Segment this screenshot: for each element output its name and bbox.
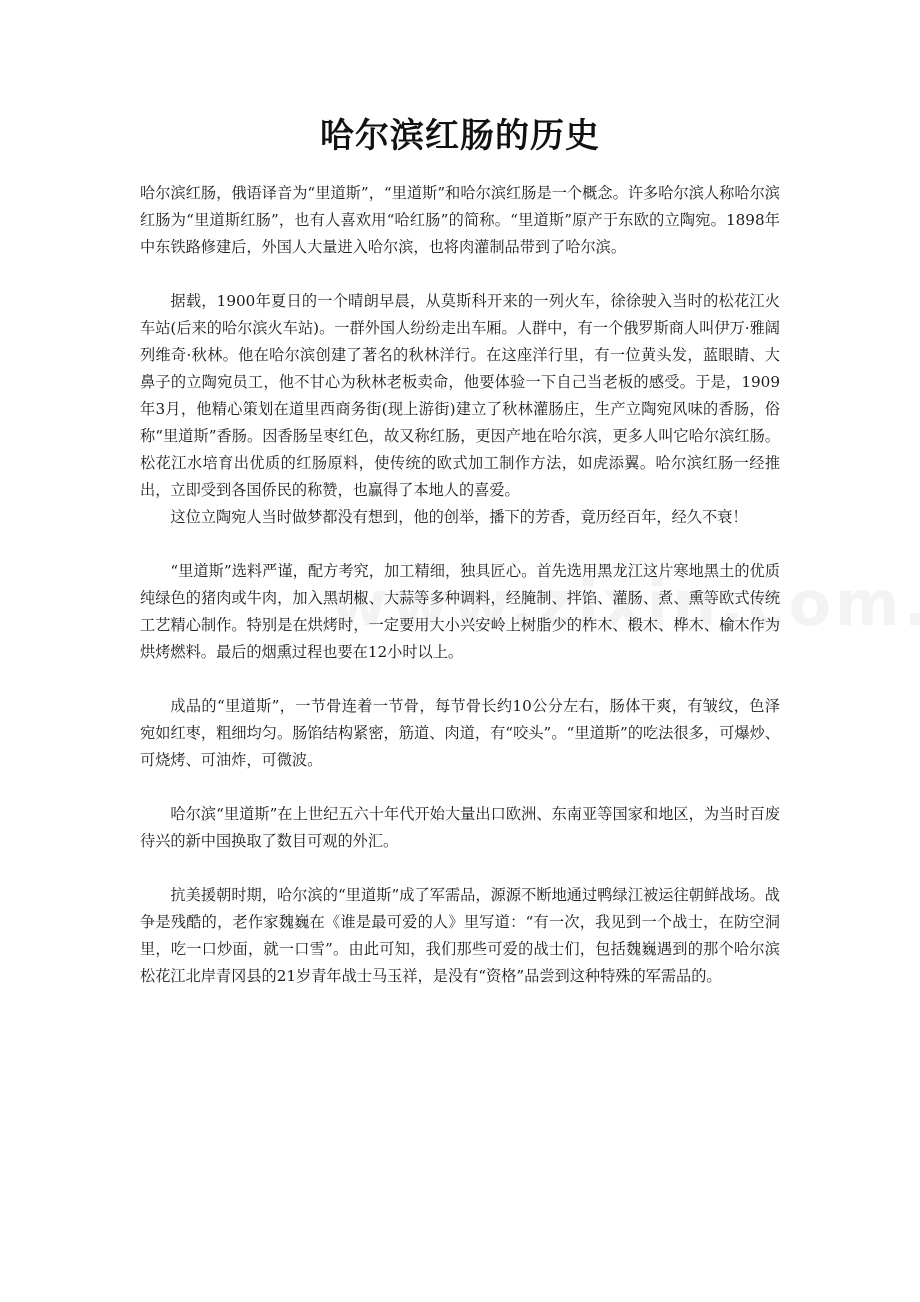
paragraph-history: 据载，1900年夏日的一个晴朗早晨，从莫斯科开来的一列火车，徐徐驶入当时的松花江火车站(后来的哈尔滨火车站)。一群外国人纷纷走出车厢。人群中，有一个俄罗斯商人叫伊万·雅阔列维奇·秋林。他在哈尔滨创建了著名的秋林洋行。在这座洋行里，有一位黄头发，蓝眼睛、大鼻子的立陶宛员工，他不甘心为秋林老板卖命，他要体验一下自己当老板的感受。于是，1909年3月，他精心策划在道里西商务街(现上游街)建立了秋林灌肠庄，生产立陶宛风味的香肠，俗称“里道斯”香肠。因香肠呈枣红色，故又称红肠，更因产地在哈尔滨，更多人叫它哈尔滨红肠。松花江水培育出优质的红肠原料，使传统的欧式加工制作方法，如虎添翼。哈尔滨红肠一经推出，立即受到各国侨民的称赞，也赢得了本地人的喜爱。	[140, 292, 780, 499]
article-body	[140, 180, 780, 990]
paragraph-export: 哈尔滨“里道斯”在上世纪五六十年代开始大量出口欧洲、东南亚等国家和地区，为当时百废待兴的新中国换取了数目可观的外汇。	[140, 805, 780, 850]
paragraph-product: 成品的“里道斯”，一节骨连着一节骨，每节骨长约10公分左右，肠体干爽，有皱纹，色泽宛如红枣，粗细均匀。肠馅结构紧密，筋道、肉道，有“咬头”。“里道斯”的吃法很多，可爆炒、可烧烤、可油炸，可微波。	[140, 697, 780, 769]
paragraph-legacy: 这位立陶宛人当时做梦都没有想到，他的创举，播下的芳香，竟历经百年，经久不衰！	[170, 508, 748, 526]
paragraph-intro: 哈尔滨红肠，俄语译音为“里道斯”，“里道斯”和哈尔滨红肠是一个概念。许多哈尔滨人称哈尔滨红肠为“里道斯红肠”，也有人喜欢用“哈红肠”的简称。“里道斯”原产于东欧的立陶宛。1898年中东铁路修建后，外国人大量进入哈尔滨，也将肉灌制品带到了哈尔滨。	[140, 184, 780, 256]
paragraph-war: 抗美援朝时期，哈尔滨的“里道斯”成了军需品，源源不断地通过鸭绿江被运往朝鲜战场。战争是残酷的，老作家魏巍在《谁是最可爱的人》里写道：“有一次，我见到一个战士，在防空洞里，吃一口炒面，就一口雪”。由此可知，我们那些可爱的战士们，包括魏巍遇到的那个哈尔滨松花江北岸青冈县的21岁青年战士马玉祥，是没有“资格”品尝到这种特殊的军需品的。	[140, 886, 780, 985]
page-title: 哈尔滨红肠的历史	[320, 116, 600, 156]
paragraph-ingredients: “里道斯”选料严谨，配方考究，加工精细，独具匠心。首先选用黑龙江这片寒地黑土的优质纯绿色的猪肉或牛肉，加入黑胡椒、大蒜等多种调料，经腌制、拌馅、灌肠、煮、熏等欧式传统工艺精心制作。特别是在烘烤时，一定要用大小兴安岭上树脂少的柞木、椴木、桦木、榆木作为烘烤燃料。最后的烟熏过程也要在12小时以上。	[140, 562, 780, 661]
